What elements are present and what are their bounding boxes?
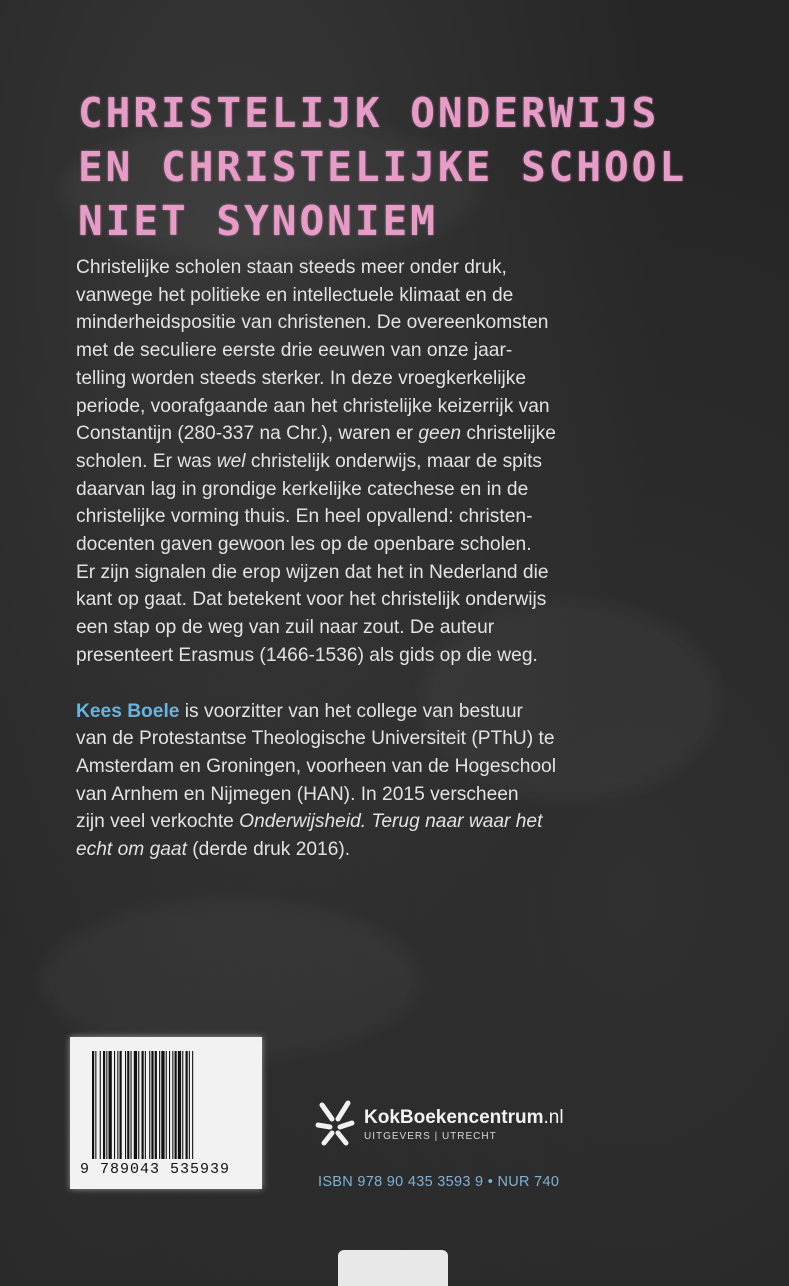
barcode-bar — [131, 1051, 132, 1159]
barcode-bar — [106, 1051, 107, 1159]
barcode-bar — [169, 1051, 170, 1159]
barcode-bar — [151, 1051, 153, 1159]
chalk-piece — [338, 1250, 448, 1286]
barcode-bar — [142, 1051, 144, 1159]
publisher-mark-icon — [312, 1097, 358, 1149]
text-run: minderheidspositie van christenen. De overeenkomsten — [76, 312, 549, 334]
barcode-bar — [92, 1051, 94, 1159]
text-line — [76, 753, 736, 781]
text-run: daarvan lag in grondige kerkelijke catechese en in de — [76, 478, 529, 500]
title-line-1: CHRISTELIJK ONDERWIJS — [78, 89, 660, 137]
barcode-bar — [127, 1051, 129, 1159]
text-line — [76, 337, 736, 365]
text-run: christelijke vorming thuis. En heel opvallend: christen- — [76, 506, 533, 528]
text-run: een stap op de weg van zuil naar zout. De auteur — [76, 617, 495, 639]
text-run: Onderwijsheid. Terug naar waar het — [239, 811, 543, 833]
text-run: kant op gaat. Dat betekent voor het christelijk onderwijs — [76, 589, 547, 611]
barcode-bar — [161, 1051, 164, 1159]
text-run: Constantijn (280-337 na Chr.), waren er — [76, 423, 419, 445]
text-line — [76, 781, 736, 809]
text-line — [76, 503, 736, 531]
barcode-bar — [138, 1051, 139, 1159]
text-line — [76, 531, 736, 559]
author-bio-paragraph — [76, 698, 736, 864]
text-line — [76, 420, 736, 448]
barcode-bar — [186, 1051, 188, 1159]
text-run: periode, voorafgaande aan het christelijke keizerrijk van — [76, 395, 550, 417]
text-run: zijn veel verkochte — [76, 811, 240, 833]
text-line — [76, 365, 736, 393]
publisher-logo — [312, 1097, 592, 1153]
text-run: telling worden steeds sterker. In deze vroegkerkelijke — [76, 367, 527, 389]
text-run: wel — [216, 450, 246, 472]
text-line — [76, 586, 736, 614]
barcode-bar — [100, 1051, 101, 1159]
barcode-bar — [117, 1051, 118, 1159]
barcode-bar — [166, 1051, 167, 1159]
text-line — [76, 698, 736, 726]
text-run: van Arnhem en Nijmegen (HAN). In 2015 verscheen — [76, 783, 519, 805]
text-run: is voorzitter van het college van bestuur — [179, 700, 523, 722]
text-run: scholen. Er was — [76, 450, 217, 472]
text-run: Christelijke scholen staan steeds meer onder druk, — [76, 257, 507, 278]
barcode-bar — [145, 1051, 146, 1159]
barcode-icon — [88, 1051, 244, 1159]
barcode-bar — [125, 1051, 126, 1159]
text-run: van de Protestantse Theologische Universiteit (PThU) te — [76, 728, 555, 750]
publisher-subtitle: UITGEVERS | UTRECHT — [364, 1131, 497, 1142]
text-line — [76, 642, 736, 670]
barcode-bar — [109, 1051, 112, 1159]
barcode-bar — [134, 1051, 137, 1159]
text-line — [76, 559, 736, 587]
text-run: christelijke — [461, 423, 556, 445]
barcode-bar — [172, 1051, 173, 1159]
text-run: vanwege het politieke en intellectuele klimaat en de — [76, 284, 514, 306]
barcode-bar — [189, 1051, 190, 1159]
barcode-bar — [114, 1051, 115, 1159]
text-run: presenteert Erasmus (1466-1536) als gids op die weg. — [76, 644, 538, 666]
text-line — [76, 476, 736, 504]
blurb-text — [76, 254, 736, 864]
text-line — [76, 614, 736, 642]
text-run: geen — [418, 423, 462, 445]
barcode-bar — [155, 1051, 157, 1159]
barcode-bar — [95, 1051, 96, 1159]
text-line — [76, 393, 736, 421]
cover-title — [78, 86, 718, 248]
text-run: (derde druk 2016). — [186, 839, 351, 861]
barcode-bar — [149, 1051, 150, 1159]
text-line — [76, 309, 736, 337]
title-line-3: NIET SYNONIEM — [78, 197, 438, 245]
barcode-bar — [178, 1051, 181, 1159]
barcode-bar — [192, 1051, 193, 1159]
blurb-paragraph — [76, 254, 736, 670]
text-run: christelijk onderwijs, maar de spits — [245, 450, 543, 472]
barcode-bar — [120, 1051, 122, 1159]
text-run: echt om gaat — [76, 839, 187, 861]
barcode-bar — [182, 1051, 183, 1159]
text-run: docenten gaven gewoon les op de openbare scholen. — [76, 534, 532, 556]
text-run: Er zijn signalen die erop wijzen dat het in Nederland die — [76, 561, 549, 583]
barcode-number: 9 789043 535939 — [80, 1161, 231, 1178]
text-run: Amsterdam en Groningen, voorheen van de Hogeschool — [76, 755, 556, 777]
text-line — [76, 725, 736, 753]
barcode-bar — [103, 1051, 105, 1159]
author-name: Kees Boele — [76, 700, 180, 722]
text-run: met de seculiere eerste drie eeuwen van onze jaar- — [76, 340, 513, 362]
text-line — [76, 254, 736, 282]
barcode-label — [70, 1037, 262, 1189]
title-line-2: EN CHRISTELIJKE SCHOOL — [78, 143, 688, 191]
isbn-line: ISBN 978 90 435 3593 9 • NUR 740 — [318, 1174, 560, 1190]
text-line — [76, 448, 736, 476]
text-line — [76, 836, 736, 864]
text-line — [76, 808, 736, 836]
publisher-name: KokBoekencentrum.nl — [364, 1107, 564, 1128]
barcode-bar — [175, 1051, 177, 1159]
text-line — [76, 282, 736, 310]
barcode-bar — [159, 1051, 160, 1159]
